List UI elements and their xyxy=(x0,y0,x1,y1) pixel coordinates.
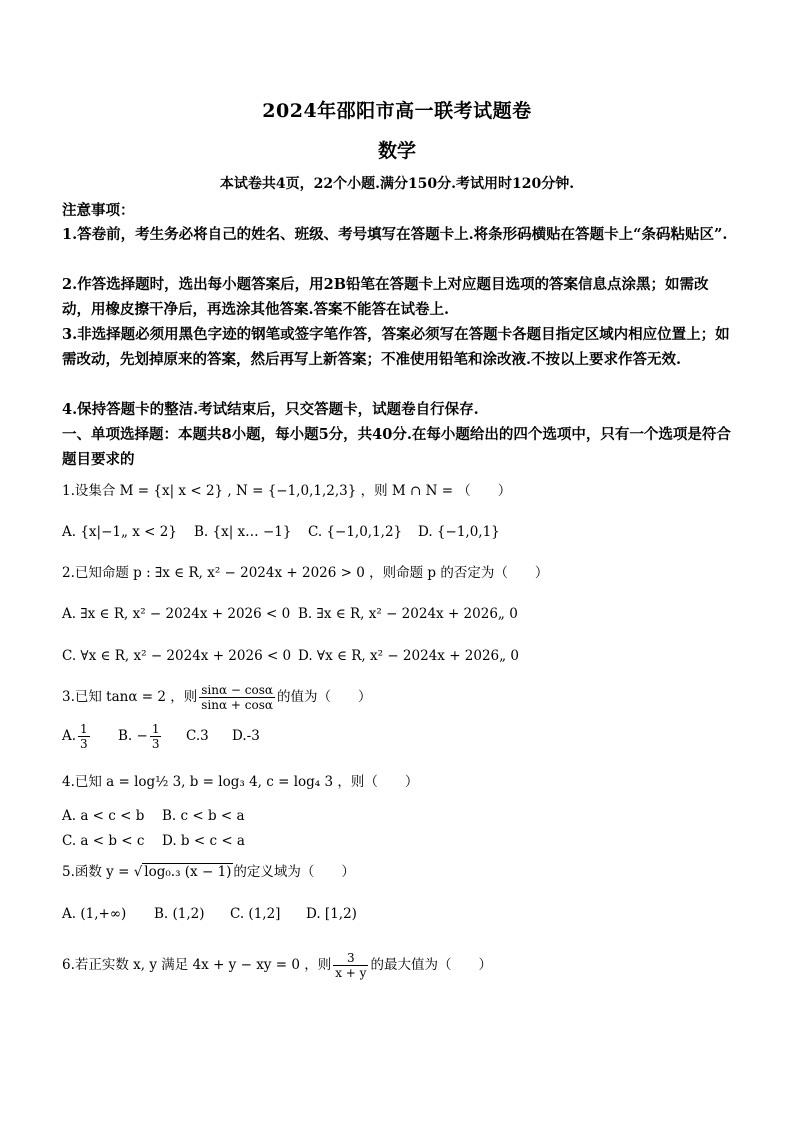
question-1-option-c: C. {−1,0,1,2} xyxy=(308,524,403,540)
question-5-option-c: C. (1,2] xyxy=(230,906,281,922)
question-4-stem: 4.已知 a = log½ 3, b = log₃ 4, c = log₄ 3 ，则（ ） xyxy=(62,774,419,790)
question-4-option-b: B. c < b < a xyxy=(162,808,245,824)
notice-heading: 注意事项： xyxy=(62,202,135,219)
question-3-option-b-fraction xyxy=(150,722,162,751)
question-6-stem-post: 的最大值为（ ） xyxy=(370,957,492,973)
question-3-fraction-numerator: sinα − cosα xyxy=(201,683,273,697)
question-2-options-row-2 xyxy=(62,646,734,666)
notice-item-4: 4.保持答题卡的整洁.考试结束后，只交答题卡，试题卷自行保存. xyxy=(62,401,479,418)
question-3-option-a-label: A. xyxy=(62,728,77,744)
question-3-stem-pre: 3.已知 tanα = 2 ，则 xyxy=(62,689,198,705)
question-6-stem xyxy=(62,951,734,980)
question-1-option-d: D. {−1,0,1} xyxy=(418,524,500,540)
notice-item-2: 2.作答选择题时，选出每小题答案后，用2B铅笔在答题卡上对应题目选项的答案信息点涂黑；如需改动，用橡皮擦干净后，再选涂其他答案.答案不能答在试卷上. xyxy=(62,276,709,318)
question-3-option-b-denominator: 3 xyxy=(151,737,160,751)
question-2-stem: 2.已知命题 p : ∃x ∈ R, x² − 2024x + 2026 > 0 ，则命题 p 的否定为（ ） xyxy=(62,565,549,581)
question-3-option-b-label: B. − xyxy=(118,728,148,744)
question-3-option-b-numerator: 1 xyxy=(151,722,160,736)
notice-item-3: 3.非选择题必须用黑色字迹的钢笔或签字笔作答，答案必须写在答题卡各题目指定区域内相应位置上；如需改动，先划掉原来的答案，然后再写上新答案；不准使用铅笔和涂改液.不按以上要求作答无效. xyxy=(62,326,730,368)
question-5-option-b: B. (1,2) xyxy=(154,906,205,922)
notice-item-1: 1.答卷前，考生务必将自己的姓名、班级、考号填写在答题卡上.将条形码横贴在答题卡上“条码粘贴区”. xyxy=(62,226,728,243)
section-1-heading: 一、单项选择题：本题共8小题，每小题5分，共40分.在每小题给出的四个选项中，只有一个选项是符合题目要求的 xyxy=(62,426,731,468)
question-4-options-row-2 xyxy=(62,831,734,851)
question-3-stem xyxy=(62,683,734,712)
question-3-option-a-denominator: 3 xyxy=(80,737,88,751)
question-3-fraction xyxy=(199,683,275,712)
question-6-fraction-numerator: 3 xyxy=(333,951,368,966)
question-1-option-a: A. {x|−1„ x < 2} xyxy=(62,524,177,540)
question-5-stem-post: 的定义域为（ ） xyxy=(233,864,355,880)
question-1-option-b: B. {x| x… −1} xyxy=(194,524,292,540)
question-3-option-c: C.3 xyxy=(186,728,209,744)
exam-subject: 数学 xyxy=(377,140,416,162)
question-6-stem-pre: 6.若正实数 x, y 满足 4x + y − xy = 0 ，则 xyxy=(62,957,332,973)
question-2-option-c: C. ∀x ∈ R, x² − 2024x + 2026 < 0 xyxy=(62,648,292,664)
question-5-radicand: log₀.₃ (x − 1) xyxy=(144,864,232,880)
question-2-option-a: A. ∃x ∈ R, x² − 2024x + 2026 < 0 xyxy=(62,606,291,622)
question-4-option-d: D. b < c < a xyxy=(162,833,245,849)
question-3-options xyxy=(62,722,734,751)
question-2-option-d: D. ∀x ∈ R, x² − 2024x + 2026„ 0 xyxy=(298,648,520,664)
question-3-option-b xyxy=(118,722,186,751)
question-2-option-b: B. ∃x ∈ R, x² − 2024x + 2026„ 0 xyxy=(298,606,518,622)
question-6-fraction xyxy=(333,951,368,980)
question-1-options xyxy=(62,522,734,542)
question-5-stem xyxy=(62,862,734,882)
question-4-option-a: A. a < c < b xyxy=(62,808,145,824)
exam-meta: 本试卷共4页，22个小题.满分150分.考试用时120分钟. xyxy=(219,176,575,192)
question-3-option-a-numerator: 1 xyxy=(80,722,88,736)
exam-title: 2024年邵阳市高一联考试题卷 xyxy=(262,100,532,122)
question-3-stem-post: 的值为（ ） xyxy=(276,689,372,705)
question-1-stem: 1.设集合 M = {x| x < 2} , N = {−1,0,1,2,3} ，则 M ∩ N = （ ） xyxy=(62,483,512,499)
question-4-options-row-1 xyxy=(62,806,734,826)
question-3-option-d: D.-3 xyxy=(232,728,260,744)
question-5-options xyxy=(62,904,734,924)
question-4-option-c: C. a < b < c xyxy=(62,833,145,849)
question-2-options-row-1 xyxy=(62,604,734,624)
question-6-fraction-denominator: x + y xyxy=(335,966,367,980)
question-3-option-a xyxy=(62,722,118,751)
question-5-stem-pre: 5.函数 y = √ xyxy=(62,864,143,880)
question-3-fraction-denominator: sinα + cosα xyxy=(201,698,273,712)
question-5-option-d: D. [1,2) xyxy=(306,906,357,922)
question-5-option-a: A. (1,+∞) xyxy=(62,906,127,922)
question-3-option-a-fraction xyxy=(78,722,90,751)
